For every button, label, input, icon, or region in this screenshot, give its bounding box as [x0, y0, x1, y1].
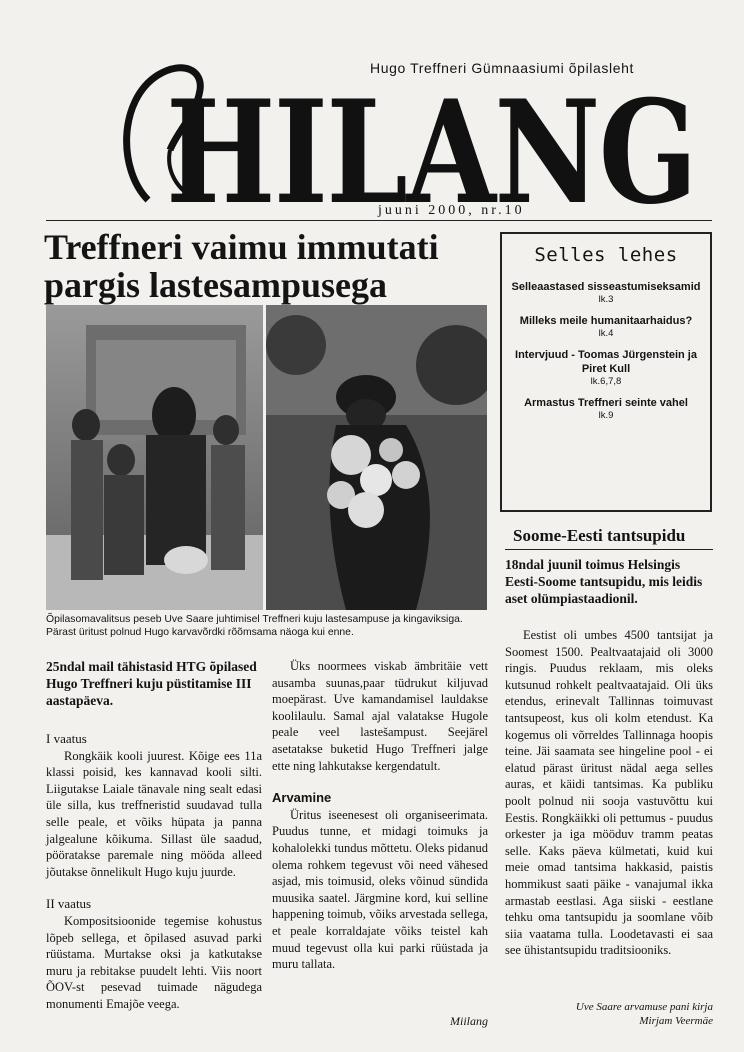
photo-caption: Õpilasomavalitsus peseb Uve Saare juhtimisel Treffneri kuju lastesampuse ja kingaviksiga. Pärast üritust polnud Hugo karvavõrdki rõõmsama näoga kui enne.: [46, 614, 463, 638]
section-heading: I vaatus: [46, 731, 87, 746]
contents-item[interactable]: [502, 348, 710, 388]
contents-item-page: lk.4: [598, 328, 614, 339]
main-headline: Treffneri vaimu immutati pargis lastesampusega: [44, 227, 439, 305]
section-heading: Arvamine: [272, 790, 332, 806]
newspaper-logo: [108, 60, 698, 216]
contents-item-label: Armastus Treffneri seinte vahel: [524, 397, 688, 409]
article1-column2: [272, 658, 488, 973]
logo-text: HILANG: [166, 70, 696, 216]
contents-item[interactable]: [502, 396, 710, 422]
article2-column: [505, 556, 713, 959]
masthead-divider: [46, 220, 712, 221]
section-heading: II vaatus: [46, 896, 92, 912]
contents-item-label: Selleaastased sisseastumiseksamid: [511, 281, 701, 293]
contents-box: [500, 232, 712, 512]
photo-statue-washing: [46, 305, 263, 610]
contents-item-page: lk.6,7,8: [590, 376, 622, 387]
article1-signature: Miilang: [450, 1014, 488, 1028]
article2-title: Soome-Eesti tantsupidu: [513, 526, 686, 545]
contents-item[interactable]: [502, 280, 710, 306]
contents-item[interactable]: [502, 314, 710, 340]
article-paragraph: Üritus iseenesest oli organiseerimata. Puudus tunne, et midagi toimuks ja kohalolekki tundus mõttetu. Oleks pidanud olema rohkem tegevust või need vähesed asjad, mis toimusid, oleks võinud sündida muusika saatel. Järgmine kord, kui selline happening toimub, võiks arvestada sellega, et peale korraldajate võiks teistel kah muud tegevust olla kui parki rüüstada ja muru tallata.: [272, 807, 488, 972]
signature-author: Mirjam Veermäe: [639, 1015, 713, 1027]
contents-item-label: Milleks meile humanitaarhaidus?: [519, 315, 693, 327]
article-paragraph: Üks noormees viskab ämbritäie vett ausamba suunas,paar tüdrukut kiljuvad moepärast. Uve kamandamisel lauldakse koolilaulu. Samal ajal valatakse Hugole peale veel lastešampust. Seejärel asetatakse buketid Hugo Treffneri jalge ette ning lahkutakse kergendatult.: [272, 659, 488, 773]
article-paragraph: Eestist oli umbes 4500 tantsijat ja Soomest 1500. Pealtvaatajaid oli 3000 ringis. Puudus reklaam, mis oleks kutsunud rohkelt pealtvaatajaid. Oli üks etendus, erinevalt Tallinnas toimuvast tantsupeost, kus oli kolm etendust. Ka kogemus oli võrreldes Tallinnaga hoopis teine. Jäi saamata see hingeline pool - ei elatud pärast üritust nädal aega selles auras, et käidi tantsimas. Ka publiku poolt polnud nii sooja vastuvõttu kui Eestis. Rongkäikki oli pettumus - puudus orkester ja iga mööduv tramm peatas selle. Kaks päeva külmetati, kuid kui meie omad tantsima hakkasid, paistis hommikust saati päike - vanajumal ikka armastab eestlasi. Aga siiski - eestlane tehku oma tantsupidu ja soomlane võib siia vaatama tulla. Loodetavasti ei saa see ühistantsupidu traditsiooniks.: [505, 628, 713, 958]
photo-statue-balloons: [266, 305, 487, 610]
article-paragraph: Rongkäik kooli juurest. Kõige ees 11a klassi poisid, kes kannavad kooli silti. Liigutakse Laiale tänavale ning sealt edasi üle silla, kus treffneristid suudavad tulla selle peale, et võiks hüpata ja panna jalgealune kõikuma. Sillast üle saadud, pööratakse paremale ning mööda alleed jõutakse õnnelikult Hugo kuju juurde.: [46, 748, 262, 879]
contents-title: Selles lehes: [534, 244, 678, 266]
issue-date: juuni 2000, nr.10: [378, 203, 525, 218]
contents-item-page: lk.9: [598, 410, 614, 421]
article2-lead: 18ndal juunil toimus Helsingis Eesti-Soome tantsupidu, mis leidis aset olümpiastaadionil.: [505, 557, 703, 606]
article1-lead: 25ndal mail tähistasid HTG õpilased Hugo Treffneri kuju püstitamise III aastapäeva.: [46, 659, 257, 708]
contents-item-page: lk.3: [598, 294, 614, 305]
signature-line: Uve Saare arvamuse pani kirja: [575, 1001, 713, 1013]
article2-signature: [505, 1000, 713, 1028]
article1-column1: [46, 658, 262, 1013]
article-paragraph: Kompositsioonide tegemise kohustus lõpeb sellega, et õpilased asuvad parki rüüstama. Murtakse oksi ja katkutakse muru ja rebitakse puudelt lehti. Viis noort ÕOV-st pesevad tuimade nägudega monumenti Emajõe veega.: [46, 913, 262, 1011]
paper-subtitle: Hugo Treffneri Gümnaasiumi õpilasleht: [370, 60, 634, 76]
contents-item-label: Intervjuud - Toomas Jürgenstein ja Piret Kull: [515, 349, 697, 375]
article2-divider: [505, 549, 713, 550]
